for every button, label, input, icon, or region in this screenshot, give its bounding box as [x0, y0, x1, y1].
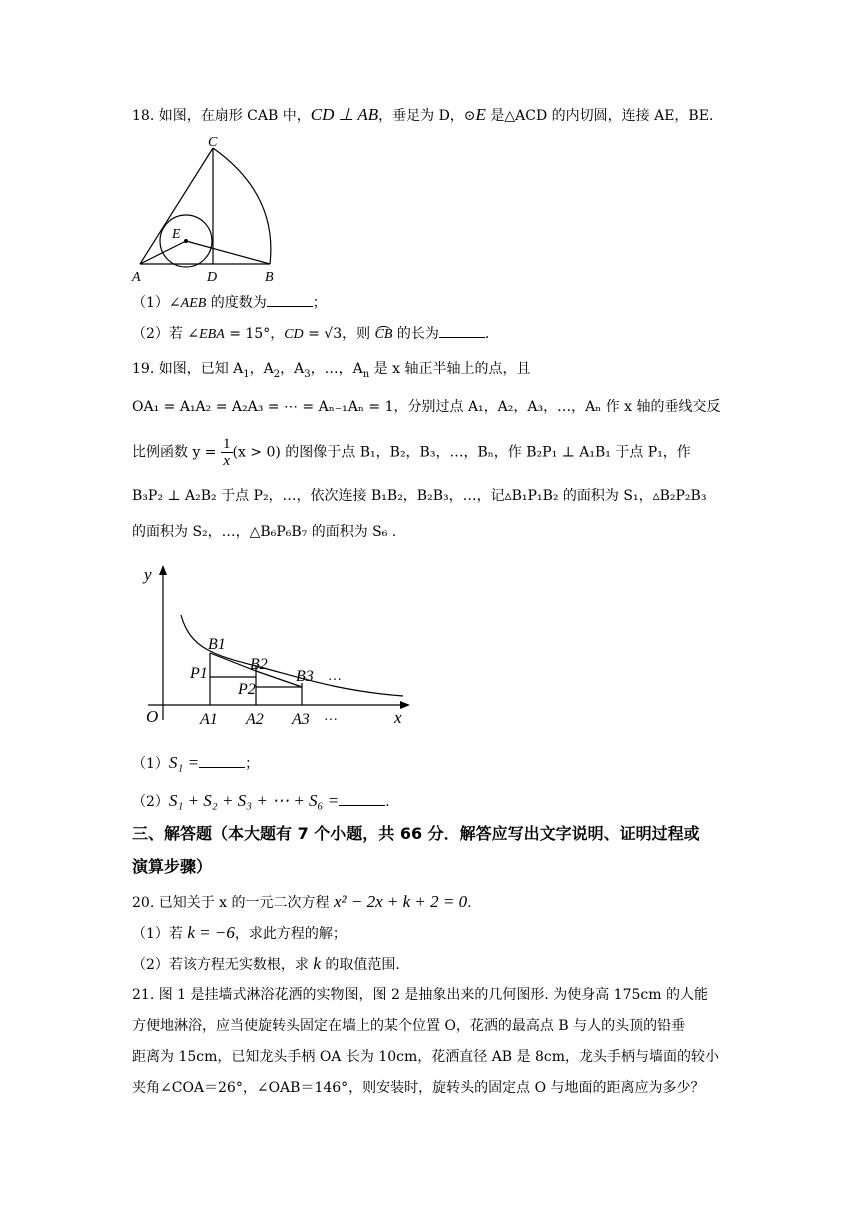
label-y: y	[144, 565, 152, 584]
q18-relation: CD ⊥ AB	[310, 105, 379, 124]
label-p2: P2	[238, 681, 256, 698]
sector-figure	[128, 134, 308, 284]
section-heading-line1: 三、解答题（本大题有 7 个小题，共 66 分．解答应写出文字说明、证明过程或	[132, 824, 700, 843]
dots-curve: …	[328, 669, 342, 684]
q19-part1: （1）S₁ = ；	[132, 753, 260, 772]
q19-line4: B₃P₂ ⊥ A₂B₂ 于点 P₂，…，依次连接 B₁B₂，B₂B₃，…，记▵B₁P₁B₂ 的面积为 S₁，▵B₂P₂B₃	[132, 488, 707, 504]
q19-line2: OA₁ = A₁A₂ = A₂A₃ = ⋯ = Aₙ₋₁Aₙ = 1，分别过点 A₁，A₂，A₃，…，Aₙ 作 x 轴的垂线交反	[132, 399, 721, 415]
label-a3: A3	[292, 711, 310, 728]
fraction-1-over-x: $\frac{1}{x}$	[223, 436, 231, 469]
answer-blank	[199, 753, 245, 768]
q18-part2: （2）若 ∠EBA = 15°，CD = √3，则 CB 的长为 .	[132, 323, 489, 346]
q20-part2: （2）若该方程无实数根，求 k 的取值范围.	[132, 954, 400, 973]
label-b2: B2	[250, 656, 268, 673]
q18-circle-center: E	[475, 105, 486, 124]
y-axis-arrow	[159, 565, 167, 575]
q21-line1: 21. 图 1 是挂墙式淋浴花洒的实物图，图 2 是抽象出来的几何图形. 为使身高 175cm 的人能	[132, 987, 708, 1003]
segment-be	[186, 241, 270, 264]
q21-line4: 夹角∠COA＝26°，∠OAB＝146°，则安装时，旋转头的固定点 O 与地面的距离应为多少？	[132, 1080, 705, 1096]
segment-ac	[140, 148, 213, 264]
label-b3: B3	[296, 668, 314, 685]
inverse-function-graph	[138, 560, 428, 732]
point-e	[184, 239, 188, 243]
section-heading-line2: 演算步骤）	[132, 857, 213, 876]
label-b1: B1	[208, 636, 226, 653]
q19-part2: （2）S₁ + S₂ + S₃ + ⋯ + S₆ = .	[132, 791, 390, 810]
answer-blank	[339, 791, 385, 806]
q19-line3: 比例函数 y = $\frac{1}{x}$ (x > 0) 的图像于点 B₁，B₂，B₃，…，Bₙ，作 B₂P₁ ⊥ A₁B₁ 于点 P₁，作	[132, 436, 691, 469]
dots-axis: …	[324, 709, 338, 724]
q21-line2: 方便地淋浴，应当使旋转头固定在墙上的某个位置 O，花洒的最高点 B 与人的头顶的铅垂	[132, 1018, 686, 1034]
label-p1: P1	[190, 665, 208, 682]
label-e: E	[172, 227, 181, 242]
q20-equation: x² − 2x + k + 2 = 0	[333, 892, 468, 911]
answer-blank	[267, 292, 313, 307]
q19-line1: 19. 如图，已知 $A_1$，$A_2$，$A_3$，…，$A_n$ 是 x 轴正半轴上的点，且	[132, 361, 531, 380]
q20-stem: 20. 已知关于 x 的一元二次方程 x² − 2x + k + 2 = 0.	[132, 892, 472, 911]
label-a1: A1	[200, 711, 218, 728]
q19-line5: 的面积为 S₂，…，△B₆P₆B₇ 的面积为 S₆ .	[132, 524, 397, 540]
q20-part1: （1）若 k = −6，求此方程的解；	[132, 923, 347, 942]
arc-cb	[213, 148, 271, 264]
label-d: D	[207, 270, 218, 284]
label-a: A	[132, 270, 141, 284]
label-o: O	[146, 707, 159, 726]
q18-part1: （1）∠AEB 的度数为 ；	[132, 292, 327, 315]
q18-stem: 18. 如图，在扇形 CAB 中，CD ⊥ AB，垂足为 D，⊙E 是△ACD 的内切圆，连接 AE，BE.	[132, 105, 714, 124]
q21-line3: 距离为 15cm，已知龙头手柄 OA 长为 10cm，花洒直径 AB 是 8cm，龙头手柄与墙面的较小	[132, 1049, 720, 1065]
label-c: C	[208, 135, 218, 150]
answer-blank	[439, 323, 485, 338]
label-a2: A2	[246, 711, 264, 728]
arc-label: CB	[374, 327, 393, 342]
label-b: B	[265, 270, 274, 284]
label-x: x	[394, 708, 402, 727]
